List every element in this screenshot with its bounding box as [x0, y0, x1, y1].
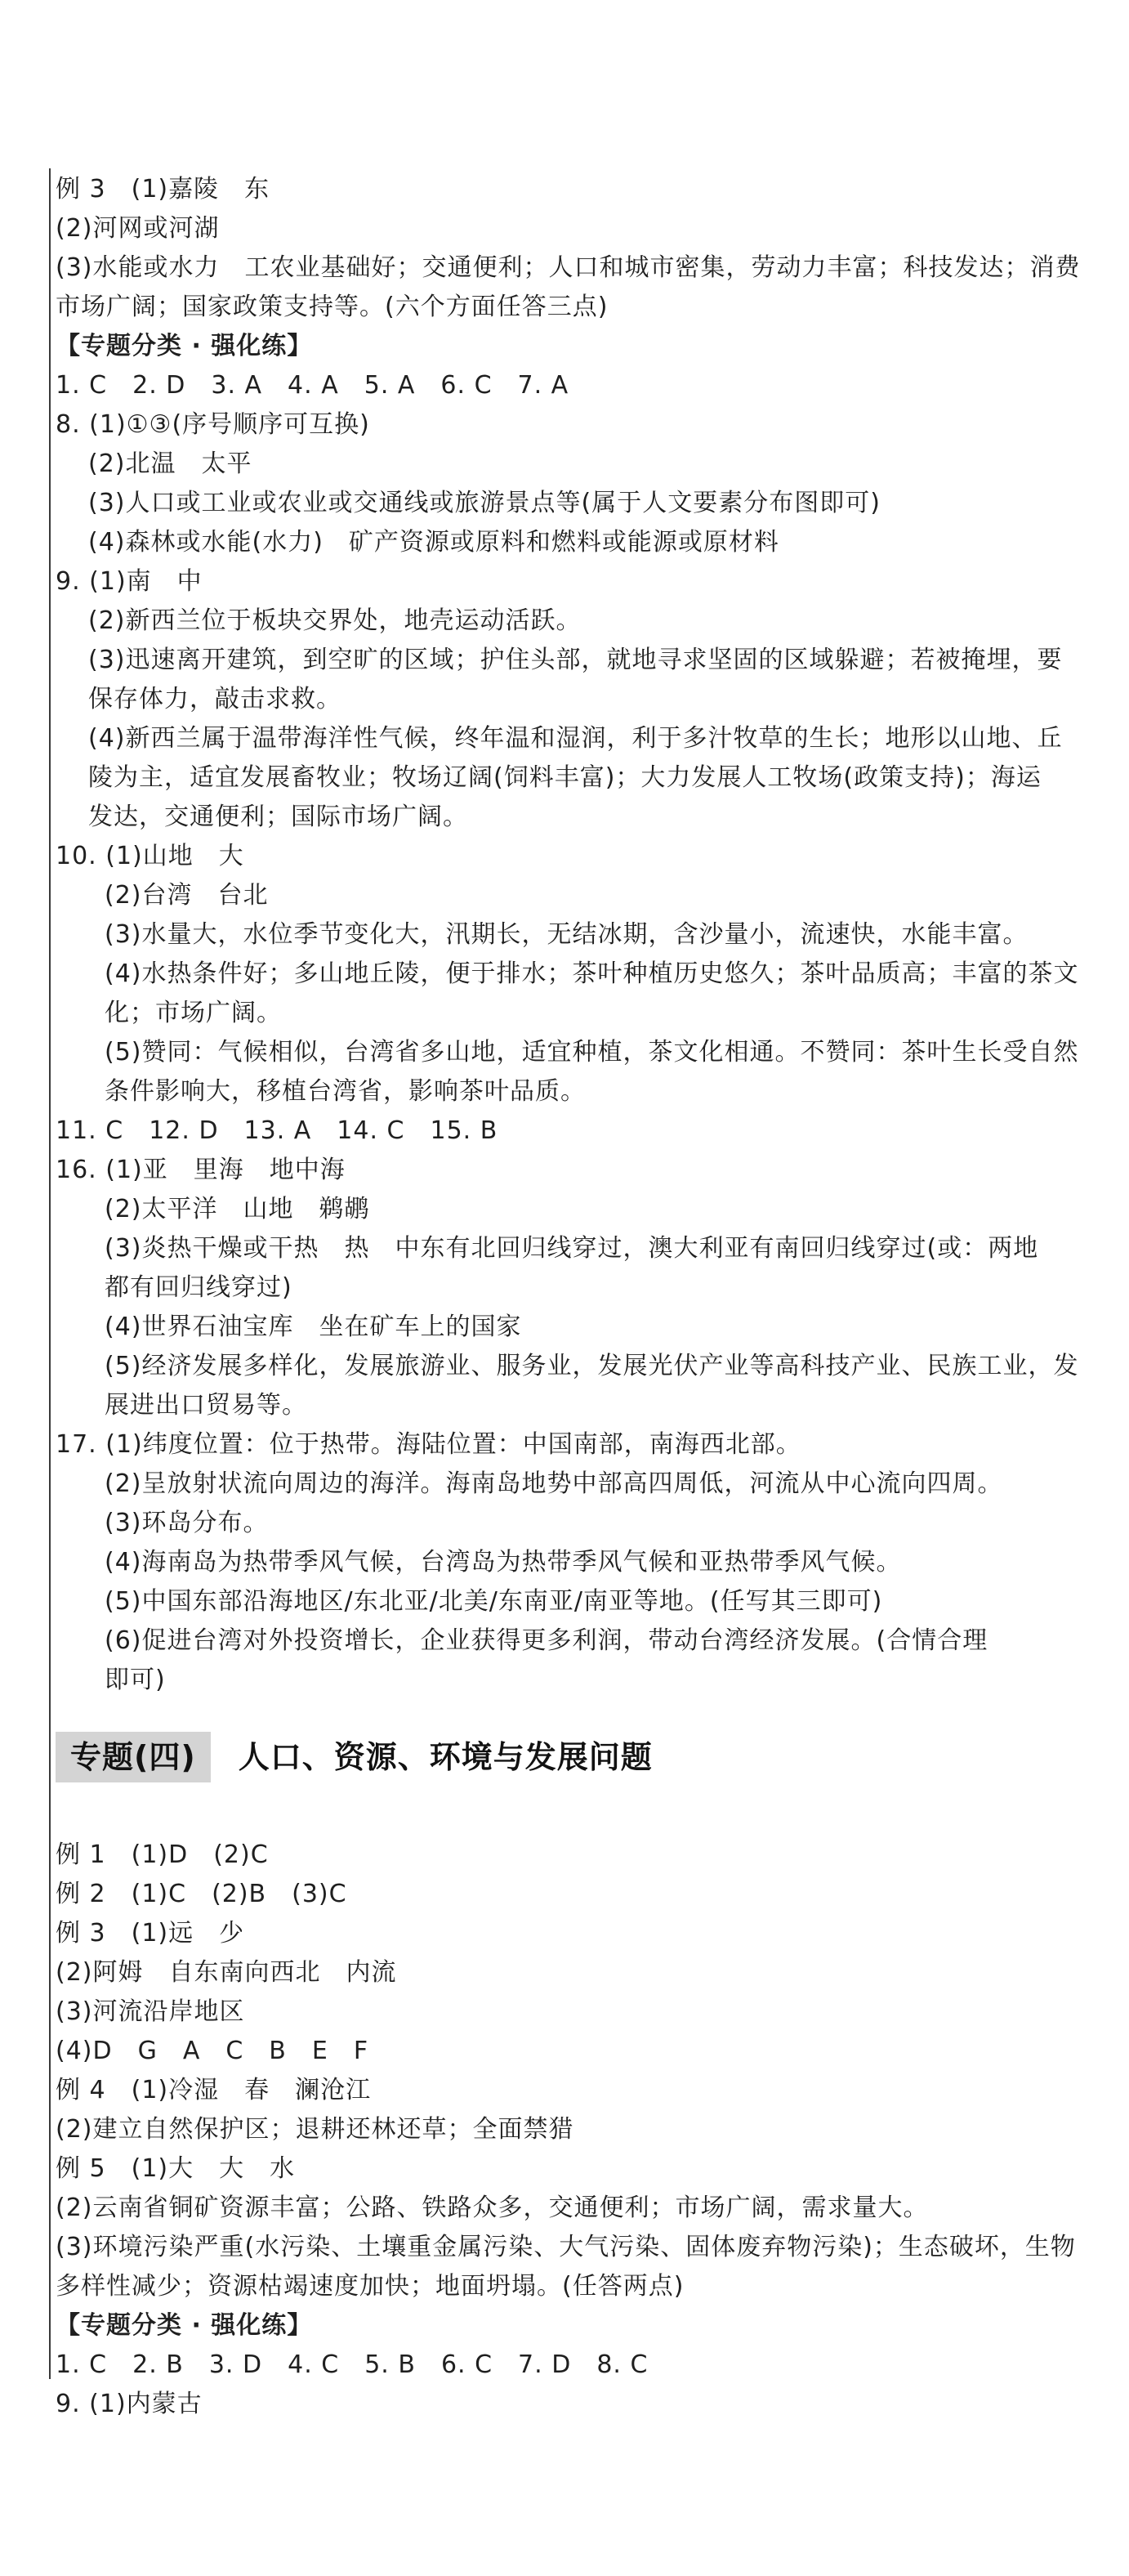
answer-line: 16. (1)亚 里海 地中海: [56, 1156, 346, 1184]
answer-line: (2)新西兰位于板块交界处，地壳运动活跃。: [88, 606, 582, 635]
answer-line: (2)北温 太平: [88, 449, 252, 478]
answer-line: (4)水热条件好；多山地丘陵，便于排水；茶叶种植历史悠久；茶叶品质高；丰富的茶文: [105, 959, 1079, 988]
topic-heading: [56, 1716, 1101, 1798]
answer-line: (2)河网或河湖: [56, 214, 220, 243]
answer-line: (3)炎热干燥或干热 热 中东有北回归线穿过，澳大利亚有南回归线穿过(或：两地: [105, 1234, 1039, 1263]
section-answers-part2: [56, 1836, 1101, 2424]
answer-line: (5)中国东部沿海地区/东北亚/北美/东南亚/南亚等地。(任写其三即可): [105, 1587, 883, 1616]
answer-line: (3)人口或工业或农业或交通线或旅游景点等(属于人文要素分布图即可): [88, 489, 881, 517]
topic-title: 人口、资源、环境与发展问题: [238, 1739, 653, 1775]
answer-line: 市场广阔；国家政策支持等。(六个方面任答三点): [56, 293, 609, 321]
answer-line: (3)水量大，水位季节变化大，汛期长，无结冰期，含沙量小，流速快，水能丰富。: [105, 920, 1029, 949]
answer-line: (2)太平洋 山地 鹈鹕: [105, 1195, 370, 1223]
answer-line: (4)世界石油宝库 坐在矿车上的国家: [105, 1313, 522, 1341]
answer-line: (3)迅速离开建筑，到空旷的区域；护住头部，就地寻求坚固的区域躲避；若被掩埋，要: [88, 646, 1063, 674]
answer-line: (6)促进台湾对外投资增长，企业获得更多利润，带动台湾经济发展。(合情合理: [105, 1626, 988, 1655]
answer-line: (4)森林或水能(水力) 矿产资源或原料和燃料或能源或原材料: [88, 528, 779, 557]
answer-line: 即可): [105, 1666, 166, 1694]
answer-line: (2)云南省铜矿资源丰富；公路、铁路众多，交通便利；市场广阔，需求量大。: [56, 2194, 929, 2222]
answer-line: (2)呈放射状流向周边的海洋。海南岛地势中部高四周低，河流从中心流向四周。: [105, 1469, 1003, 1498]
answer-line: 展进出口贸易等。: [105, 1391, 307, 1420]
answer-line: 例 3 (1)远 少: [56, 1919, 245, 1948]
answer-line: (5)赞同：气候相似，台湾省多山地，适宜种植，茶文化相通。不赞同：茶叶生长受自然: [105, 1038, 1079, 1067]
answer-line: 保存体力，敲击求救。: [88, 685, 341, 713]
answer-line: (4)新西兰属于温带海洋性气候，终年温和湿润，利于多汁牧草的生长；地形以山地、丘: [88, 724, 1063, 753]
answer-line: 11. C 12. D 13. A 14. C 15. B: [56, 1116, 498, 1145]
answer-content: [56, 170, 1101, 2424]
answer-line: 8. (1)①③(序号顺序可互换): [56, 410, 370, 439]
answer-line: (3)水能或水力 工农业基础好；交通便利；人口和城市密集，劳动力丰富；科技发达；消费: [56, 253, 1081, 282]
answer-line: (2)阿姆 自东南向西北 内流: [56, 1958, 397, 1987]
answer-line: 发达，交通便利；国际市场广阔。: [88, 803, 468, 831]
left-margin-rule: [49, 168, 51, 2379]
section-answers-part1: [56, 170, 1101, 1700]
answer-line: 例 5 (1)大 大 水: [56, 2154, 296, 2183]
answer-line: (2)台湾 台北: [105, 881, 269, 910]
answer-line: 陵为主，适宜发展畜牧业；牧场辽阔(饲料丰富)；大力发展人工牧场(政策支持)；海运: [88, 763, 1042, 792]
answer-line: (2)建立自然保护区；退耕还林还草；全面禁猎: [56, 2115, 574, 2144]
answer-line: 17. (1)纬度位置：位于热带。海陆位置：中国南部，南海西北部。: [56, 1430, 801, 1459]
answer-line: 例 2 (1)C (2)B (3)C: [56, 1880, 347, 1908]
answer-line: (3)环境污染严重(水污染、土壤重金属污染、大气污染、固体废弃物污染)；生态破坏，生物: [56, 2233, 1076, 2261]
answer-line: (4)海南岛为热带季风气候，台湾岛为热带季风气候和亚热带季风气候。: [105, 1548, 902, 1576]
topic-tag: 专题(四): [56, 1732, 211, 1782]
answer-line: 条件影响大，移植台湾省，影响茶叶品质。: [105, 1077, 586, 1106]
answer-line: 10. (1)山地 大: [56, 842, 244, 870]
answer-line: 例 1 (1)D (2)C: [56, 1840, 269, 1869]
answer-line: (3)环岛分布。: [105, 1509, 269, 1537]
answer-line: 都有回归线穿过): [105, 1273, 292, 1302]
section-heading: 【专题分类 · 强化练】: [56, 2311, 313, 2340]
answer-line: (3)河流沿岸地区: [56, 1997, 245, 2026]
answer-line: 1. C 2. B 3. D 4. C 5. B 6. C 7. D 8. C: [56, 2350, 649, 2379]
answer-line: 9. (1)内蒙古: [56, 2390, 203, 2418]
answer-line: 多样性减少；资源枯竭速度加快；地面坍塌。(任答两点): [56, 2272, 685, 2301]
answer-line: (5)经济发展多样化，发展旅游业、服务业，发展光伏产业等高科技产业、民族工业，发: [105, 1352, 1079, 1380]
answer-line: 1. C 2. D 3. A 4. A 5. A 6. C 7. A: [56, 371, 569, 400]
answer-line: 例 3 (1)嘉陵 东: [56, 175, 270, 203]
answer-line: 9. (1)南 中: [56, 567, 203, 596]
section-heading: 【专题分类 · 强化练】: [56, 332, 313, 360]
answer-line: (4)D G A C B E F: [56, 2037, 369, 2065]
answer-line: 例 4 (1)冷湿 春 澜沧江: [56, 2076, 372, 2104]
answer-line: 化；市场广阔。: [105, 999, 282, 1027]
